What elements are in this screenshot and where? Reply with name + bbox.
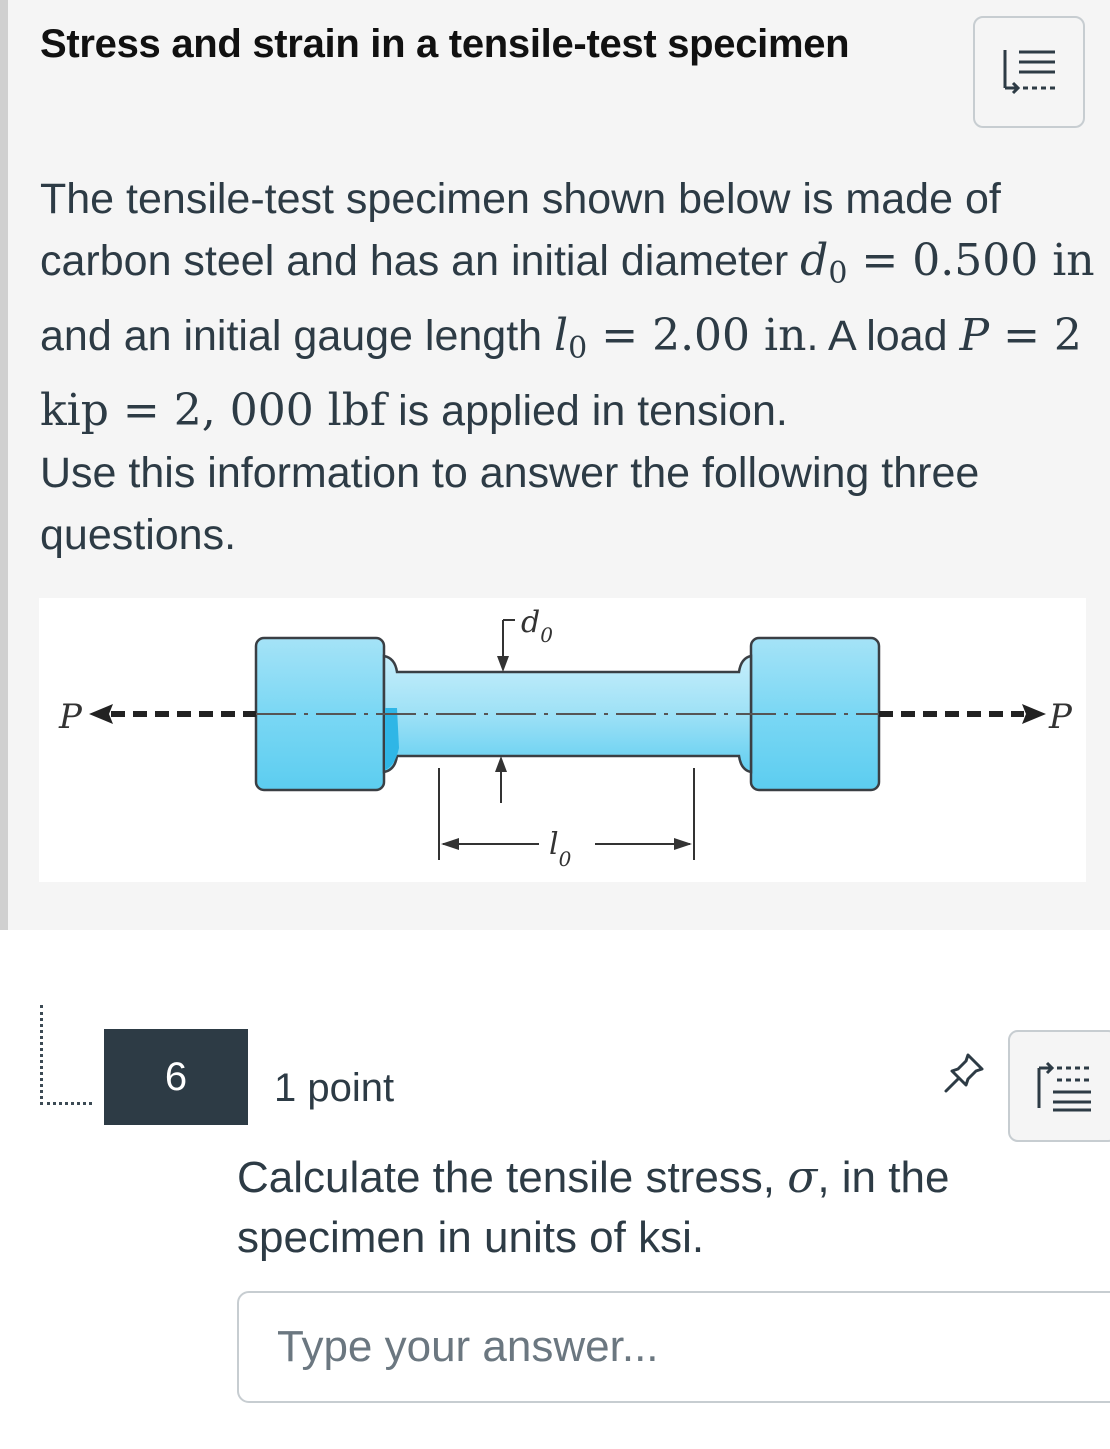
list-outline-icon [997,44,1061,100]
stimulus-title: Stress and strain in a tensile-test specimen [40,22,850,66]
diameter-bottom-arrowhead [495,756,507,772]
question-points: 1 point [274,1066,395,1110]
diameter-label: $d_0$ [521,605,553,647]
question-number: 6 [104,1029,248,1125]
gauge-right-arrowhead [674,838,692,850]
gauge-label: $l_0$ [549,827,572,871]
diameter-top-arrowhead [497,656,509,672]
l0-equation: $l_0 = 2.00$ in [554,310,807,366]
pin-button[interactable] [936,1045,992,1101]
gauge-left-arrowhead [441,838,459,850]
right-load-arrowhead [1022,704,1046,724]
d0-equation: $d_0 = 0.500$ in [800,235,1095,291]
stimulus-body [40,168,1100,566]
right-load-label: P [1049,697,1072,737]
answer-input[interactable] [237,1291,1110,1403]
sigma-symbol: σ [787,1152,818,1203]
list-outline-icon [1031,1056,1095,1116]
left-load-arrowhead [89,704,113,724]
stimulus-paragraph-1: The tensile-test specimen shown below is made of carbon steel and has an initial diameter $d_0 = 0.500$ in and an initial gauge length $l_0 = 2.00$ in. A load P = 2 kip = 2, 000 lbf is applied in tension. [40,175,1095,436]
specimen-diagram [39,598,1086,882]
stimulus-panel [8,0,1110,930]
question-text: Calculate the tensile stress, σ, in the specimen in units of ksi. [237,1152,950,1262]
left-load-label: P [59,697,82,737]
specimen-figure [39,598,1086,882]
stimulus-outline-button[interactable] [973,16,1085,128]
question-6 [0,930,1110,1449]
stimulus-paragraph-2: Use this information to answer the following three questions. [40,449,980,559]
pin-icon [940,1049,988,1097]
question-outline-button[interactable] [1008,1030,1110,1142]
question-drag-handle[interactable] [40,1005,92,1105]
load-equation: P = 2 kip = 2, 000 lbf [40,310,1082,436]
